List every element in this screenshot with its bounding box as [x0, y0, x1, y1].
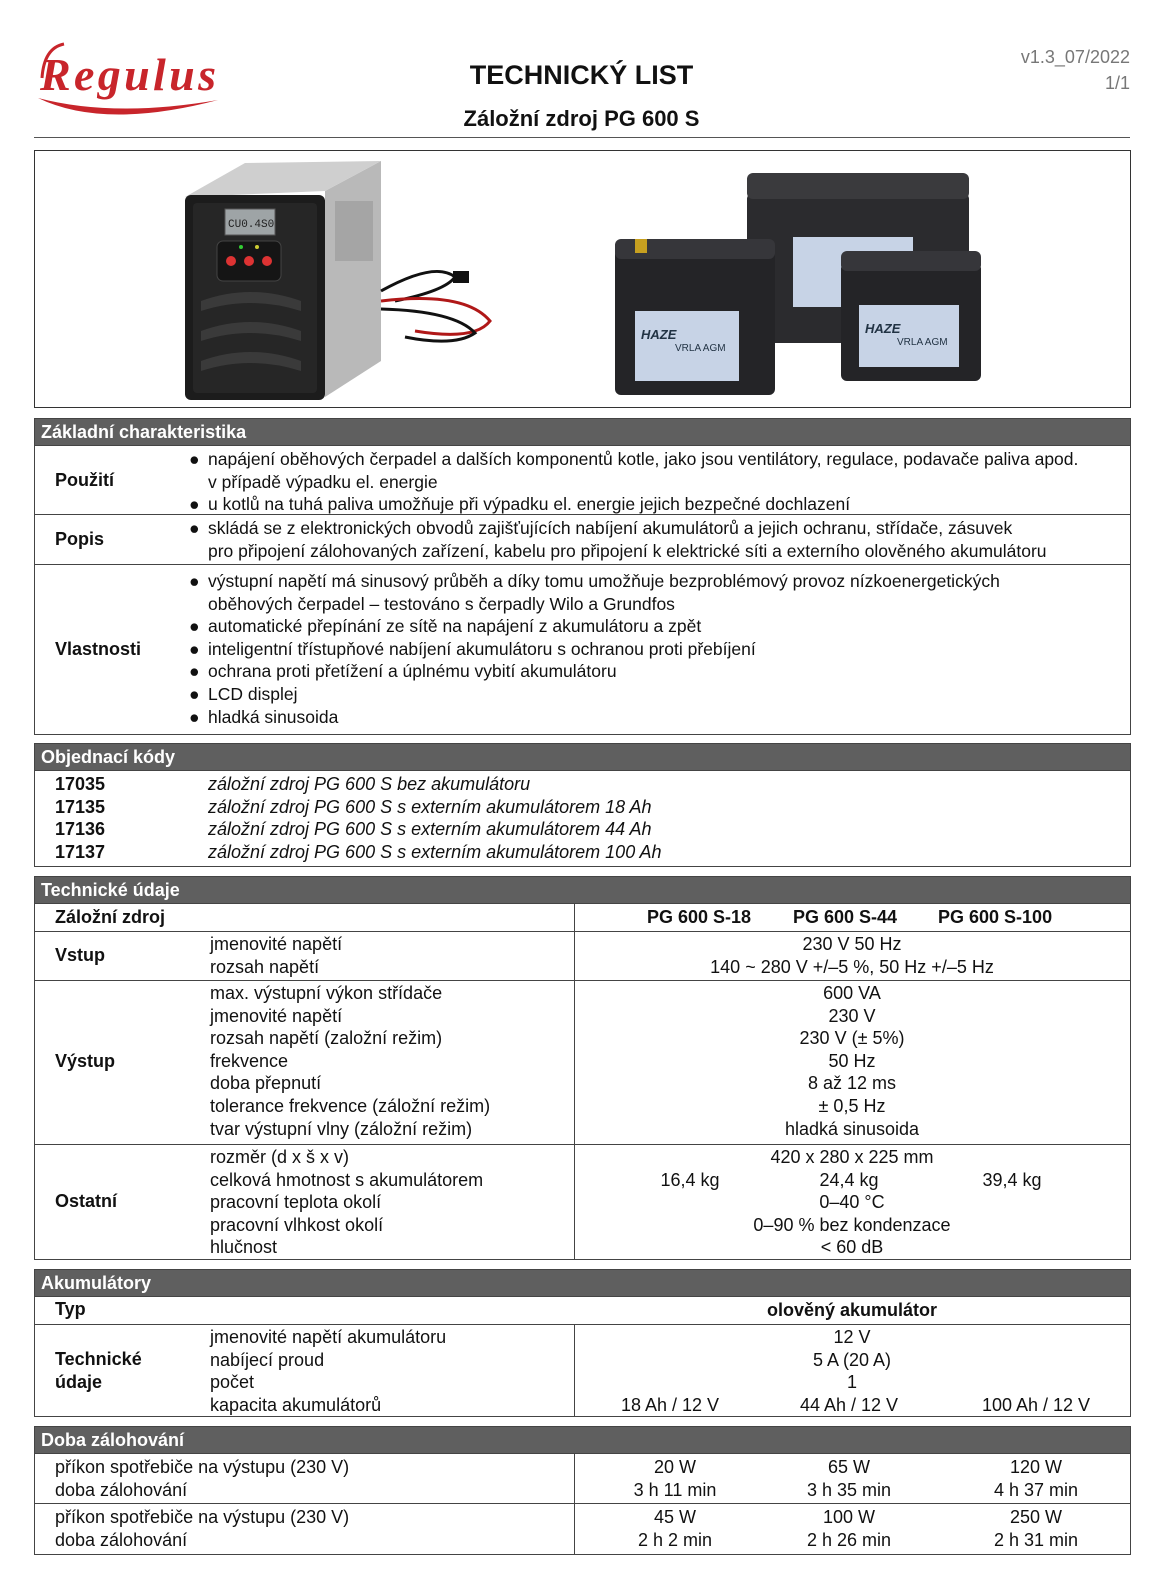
batteries-section — [34, 1269, 1131, 1417]
ups-display-text: CU0.4S0 — [228, 219, 275, 231]
input-params: jmenovité napětí rozsah napětí — [210, 934, 343, 977]
weight-100: 39,4 kg — [982, 1170, 1042, 1190]
backup-section — [34, 1426, 1131, 1555]
noise-value: < 60 dB — [820, 1237, 884, 1257]
capacity-44: 44 Ah / 12 V — [799, 1395, 899, 1415]
description-label: Popis — [55, 529, 105, 549]
basic-heading: Základní charakteristika — [35, 419, 1130, 445]
model-44: PG 600 S-44 — [793, 907, 898, 927]
list-item: oběhových čerpadel – testováno s čerpadly Wilo a Grundfos — [208, 593, 675, 614]
orders-body — [35, 770, 1130, 866]
model-100: PG 600 S-100 — [938, 907, 1053, 927]
output-values: 600 VA 230 V 230 V (± 5%) 50 Hz 8 až 12 ms ± 0,5 Hz hladká sinusoida — [784, 983, 920, 1139]
backup-col-1: 20 W 3 h 11 min — [633, 1457, 717, 1500]
backup-row — [35, 1453, 1130, 1503]
page-title: TECHNICKÝ LIST — [469, 60, 694, 90]
usage-list — [189, 448, 1122, 516]
battery-type-row — [35, 1296, 1130, 1324]
order-code-row: 17035 záložní zdroj PG 600 S bez akumulátoru — [55, 774, 531, 794]
battery-label-left: VRLA AGM — [675, 343, 726, 354]
version-label: v1.3_07/2022 — [1020, 47, 1130, 67]
battery-tech-label: Technické údaje — [55, 1349, 142, 1392]
backup-col-1: 45 W 2 h 2 min — [637, 1507, 713, 1550]
model-18: PG 600 S-18 — [647, 907, 752, 927]
product-photos — [35, 151, 1132, 409]
backup-col-2: 100 W 2 h 26 min — [806, 1507, 892, 1550]
battery-image-left — [615, 239, 775, 395]
dimensions-value: 420 x 280 x 225 mm — [770, 1147, 934, 1167]
header-divider — [34, 137, 1130, 138]
weight-44: 24,4 kg — [819, 1170, 879, 1190]
battery-type-label: Typ — [55, 1299, 86, 1319]
battery-brand-left: HAZE — [641, 327, 677, 342]
backup-row — [35, 1503, 1130, 1554]
orders-heading: Objednací kódy — [35, 744, 1130, 770]
humidity-value: 0–90 % bez kondenzace — [753, 1215, 951, 1235]
product-image-box — [34, 150, 1131, 408]
page-number: 1/1 — [1104, 73, 1130, 93]
battery-tech-row — [35, 1324, 1130, 1416]
list-item: ● LCD displej — [189, 683, 298, 704]
battery-values: 12 V 5 A (20 A) 1 — [812, 1327, 892, 1393]
tech-section — [34, 876, 1131, 1260]
temperature-value: 0–40 °C — [819, 1192, 885, 1212]
order-code-row: 17136 záložní zdroj PG 600 S s externím akumulátorem 44 Ah — [55, 819, 652, 840]
order-code-list — [35, 771, 1130, 863]
ups-unit-image — [185, 161, 490, 400]
battery-label-right: VRLA AGM — [897, 337, 948, 348]
order-code-row: 17135 záložní zdroj PG 600 S s externím akumulátorem 18 Ah — [55, 796, 652, 817]
batteries-heading: Akumulátory — [35, 1270, 1130, 1296]
description-row — [35, 514, 1130, 564]
list-item: v případě výpadku el. energie — [208, 471, 438, 492]
battery-type-value: olověný akumulátor — [766, 1300, 938, 1320]
list-item: ● u kotlů na tuhá paliva umožňuje při výpadku el. energie jejich bezpečné dochlazení — [189, 494, 851, 515]
weight-18: 16,4 kg — [660, 1170, 720, 1190]
description-list — [189, 517, 1122, 562]
other-row — [35, 1144, 1130, 1259]
output-row — [35, 980, 1130, 1144]
list-item: ● hladká sinusoida — [189, 706, 339, 727]
capacity-100: 100 Ah / 12 V — [981, 1395, 1091, 1415]
input-row — [35, 931, 1130, 980]
backup-heading: Doba zálohování — [35, 1427, 1130, 1453]
capacity-18: 18 Ah / 12 V — [620, 1395, 720, 1415]
tech-col0-label: Záložní zdroj — [55, 907, 165, 927]
orders-section — [34, 743, 1131, 867]
logo-text: Regulus — [40, 49, 216, 100]
backup-col-3: 250 W 2 h 31 min — [993, 1507, 1079, 1550]
features-row — [35, 564, 1130, 734]
backup-labels: příkon spotřebiče na výstupu (230 V) doba zálohování — [55, 1457, 350, 1500]
list-item: ● napájení oběhových čerpadel a dalších komponentů kotle, jako jsou ventilátory, regulace, podavače paliva apod. — [189, 449, 1079, 469]
backup-labels: příkon spotřebiče na výstupu (230 V) doba zálohování — [55, 1507, 350, 1550]
order-code-row: 17137 záložní zdroj PG 600 S s externím akumulátorem 100 Ah — [55, 841, 662, 862]
list-item: ● skládá se z elektronických obvodů zajišťujících nabíjení akumulátorů a jejich ochranu, střídače, zásuvek — [189, 518, 1013, 538]
other-label: Ostatní — [55, 1191, 118, 1211]
battery-params: jmenovité napětí akumulátoru nabíjecí proud počet kapacita akumulátorů — [210, 1327, 447, 1415]
list-item: ● ochrana proti přetížení a úplnému vybití akumulátoru — [189, 661, 617, 682]
backup-col-3: 120 W 4 h 37 min — [993, 1457, 1079, 1500]
page-subtitle: Záložní zdroj PG 600 S — [463, 106, 700, 131]
output-params: max. výstupní výkon střídače jmenovité napětí rozsah napětí (založní režim) frekvence doba přepnutí tolerance frekvence (záložní režim) tvar výstupní vlny (záložní režim) — [210, 983, 491, 1139]
list-item: pro připojení zálohovaných zařízení, kabelu pro připojení k elektrické síti a externího olověného akumulátoru — [208, 540, 1047, 561]
features-label: Vlastnosti — [55, 639, 142, 659]
backup-col-2: 65 W 3 h 35 min — [806, 1457, 892, 1500]
basic-section — [34, 418, 1131, 735]
features-list — [189, 570, 1122, 728]
output-label: Výstup — [55, 1051, 116, 1071]
tech-heading: Technické údaje — [35, 877, 1130, 903]
input-label: Vstup — [55, 945, 106, 965]
usage-label: Použití — [55, 470, 114, 490]
list-item: ● výstupní napětí má sinusový průběh a díky tomu umožňuje bezproblémový provoz nízkoenergetických — [189, 571, 1000, 591]
tech-header-row — [35, 903, 1130, 931]
usage-row — [35, 445, 1130, 514]
battery-brand-right: HAZE — [865, 321, 901, 336]
battery-image-right — [841, 251, 981, 381]
list-item: ● inteligentní třístupňové nabíjení akumulátoru s ochranou proti přebíjení — [189, 638, 756, 659]
other-params: rozměr (d x š x v) celková hmotnost s akumulátorem pracovní teplota okolí pracovní vlhkost okolí hlučnost — [210, 1147, 484, 1258]
input-values: 230 V 50 Hz 140 ~ 280 V +/–5 %, 50 Hz +/–5 Hz — [710, 934, 994, 977]
list-item: ● automatické přepínání ze sítě na napájení z akumulátoru a zpět — [189, 616, 702, 637]
